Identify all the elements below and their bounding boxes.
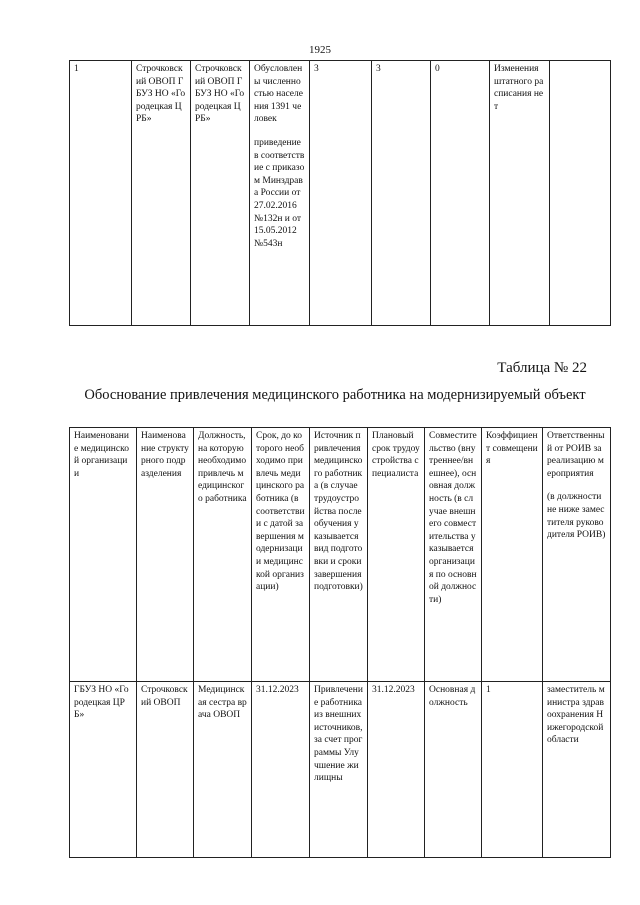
column-header: Срок, до которого необходимо привлечь медицинского работника (в соответствии с датой завершения модернизации медицинской организации) (252, 428, 310, 682)
column-header (543, 428, 611, 682)
column-header: Плановый срок трудоустройства специалиста (368, 428, 425, 682)
table-cell: Привлечение работника из внешних источников, за счет программы Улучшение жилищны (310, 682, 368, 858)
column-header: Совместительство (внутреннее/внешнее), основная должность (в случае внешнего совместительства указывается организация по основной должности) (425, 428, 482, 682)
column-header: Источник привлечения медицинского работника (в случае трудоустройства после обучения указывается вид подготовки и сроки завершения подготовки) (310, 428, 368, 682)
table-title: Обоснование привлечения медицинского работника на модернизируемый объект (84, 387, 586, 403)
header-paragraph: (в должности не ниже заместителя руководителя РОИВ) (547, 492, 606, 541)
justification-table (69, 427, 611, 858)
column-header: Коэффициент совмещения (482, 428, 543, 682)
table-cell: Строчковский ОВОП (137, 682, 194, 858)
table-header-row (70, 428, 611, 682)
table-cell: 3 (310, 61, 372, 326)
continued-table (69, 60, 611, 326)
table-row (70, 682, 611, 858)
column-header: Должность, на которую необходимо привлечь медицинского работника (194, 428, 252, 682)
table-cell: 1 (70, 61, 132, 326)
column-header: Наименование структурного подразделения (137, 428, 194, 682)
table-cell: Основная должность (425, 682, 482, 858)
table-cell: 0 (431, 61, 490, 326)
table-cell: Медицинская сестра врача ОВОП (194, 682, 252, 858)
table-cell: Строчковский ОВОП ГБУЗ НО «Городецкая ЦРБ» (132, 61, 191, 326)
table-row (70, 61, 611, 326)
table-cell: заместитель министра здравоохранения Нижегородской области (543, 682, 611, 858)
cell-paragraph: Обусловлены численностью населения 1391 человек (254, 64, 303, 125)
column-header: Наименование медицинской организации (70, 428, 137, 682)
table-cell: 1 (482, 682, 543, 858)
table-cell: Изменения штатного расписания нет (490, 61, 550, 326)
table-cell: Строчковский ОВОП ГБУЗ НО «Городецкая ЦРБ» (191, 61, 250, 326)
table-cell: ГБУЗ НО «Городецкая ЦРБ» (70, 682, 137, 858)
table-cell: 31.12.2023 (252, 682, 310, 858)
table-cell: 31.12.2023 (368, 682, 425, 858)
table-number: Таблица № 22 (497, 360, 587, 376)
header-paragraph: Ответственный от РОИВ за реализацию мероприятия (547, 431, 605, 479)
table-cell: 3 (372, 61, 431, 326)
page-number: 1925 (309, 44, 331, 56)
table-cell (250, 61, 310, 326)
cell-paragraph: приведение в соответствие с приказом Минздрава России от 27.02.2016 №132н и от 15.05.2012 №543н (254, 137, 305, 249)
table-cell (550, 61, 611, 326)
